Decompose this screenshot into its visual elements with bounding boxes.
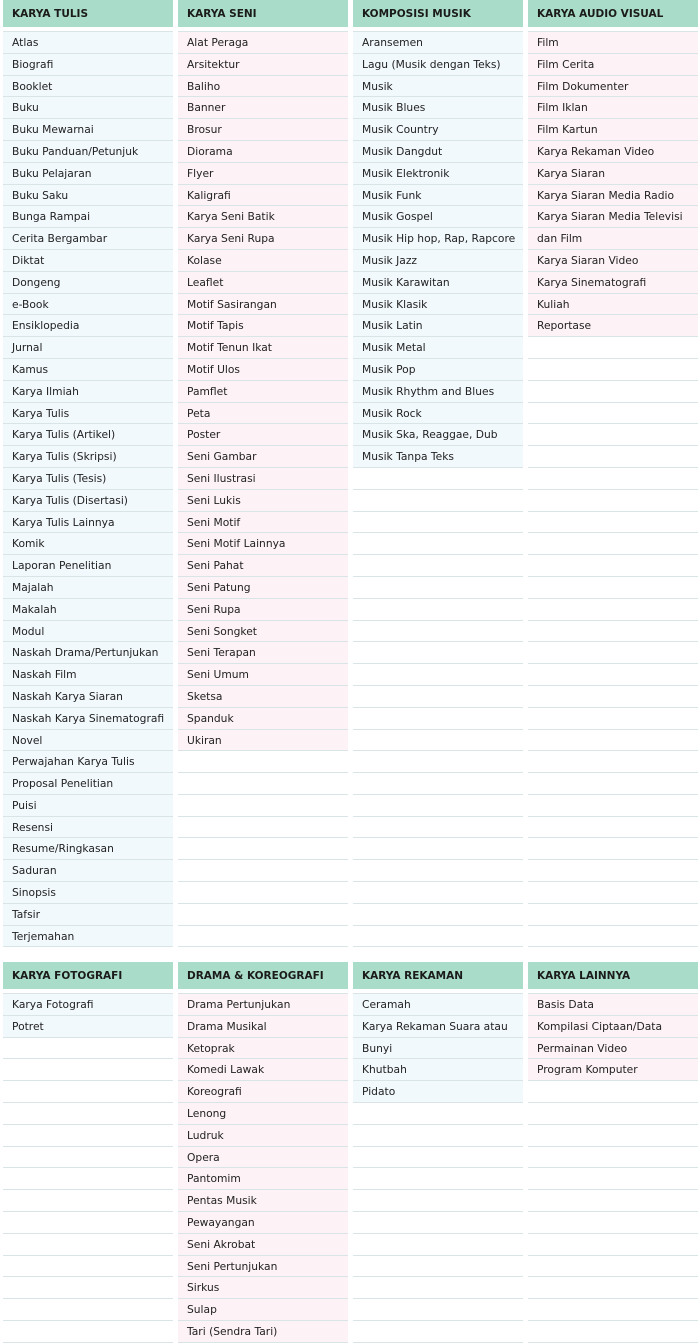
empty-row <box>3 1321 173 1343</box>
list-item: Musik <box>353 76 523 98</box>
list-item: Terjemahan <box>3 926 173 948</box>
list-item: Baliho <box>178 76 348 98</box>
list-item: Diorama <box>178 141 348 163</box>
list-item: dan Film <box>528 228 698 250</box>
list-item: Karya Sinematografi <box>528 272 698 294</box>
list-item: e-Book <box>3 294 173 316</box>
empty-row <box>3 1277 173 1299</box>
list-item: Karya Tulis (Artikel) <box>3 424 173 446</box>
empty-row <box>3 1125 173 1147</box>
list-item: Novel <box>3 730 173 752</box>
empty-row <box>353 1256 523 1278</box>
list-item: Film Cerita <box>528 54 698 76</box>
empty-row <box>353 882 523 904</box>
category-column-karya-rekaman <box>353 962 523 1343</box>
category-list <box>528 993 698 1343</box>
list-item: Reportase <box>528 315 698 337</box>
list-item: Potret <box>3 1016 173 1038</box>
list-item: Saduran <box>3 860 173 882</box>
list-item: Seni Motif <box>178 512 348 534</box>
empty-row <box>528 1277 698 1299</box>
empty-row <box>528 1103 698 1125</box>
list-item: Kompilasi Ciptaan/Data <box>528 1016 698 1038</box>
empty-row <box>178 904 348 926</box>
empty-row <box>353 1234 523 1256</box>
empty-row <box>353 512 523 534</box>
list-item: Arsitektur <box>178 54 348 76</box>
empty-row <box>353 1125 523 1147</box>
list-item: Musik Tanpa Teks <box>353 446 523 468</box>
empty-row <box>528 730 698 752</box>
list-item: Naskah Karya Siaran <box>3 686 173 708</box>
list-item: Seni Rupa <box>178 599 348 621</box>
category-header: KARYA AUDIO VISUAL <box>528 0 698 27</box>
category-header: KOMPOSISI MUSIK <box>353 0 523 27</box>
empty-row <box>353 751 523 773</box>
category-header: KARYA SENI <box>178 0 348 27</box>
list-item: Tafsir <box>3 904 173 926</box>
empty-row <box>353 1212 523 1234</box>
list-item: Kuliah <box>528 294 698 316</box>
empty-row <box>178 860 348 882</box>
empty-row <box>528 1212 698 1234</box>
list-item: Naskah Film <box>3 664 173 686</box>
list-item: Peta <box>178 403 348 425</box>
list-item: Karya Siaran <box>528 163 698 185</box>
list-item: Seni Terapan <box>178 642 348 664</box>
list-item: Karya Rekaman Video <box>528 141 698 163</box>
empty-row <box>178 926 348 948</box>
empty-row <box>528 446 698 468</box>
list-item: Komik <box>3 533 173 555</box>
list-item: Karya Tulis <box>3 403 173 425</box>
empty-row <box>528 599 698 621</box>
list-item: Seni Motif Lainnya <box>178 533 348 555</box>
empty-row <box>3 1234 173 1256</box>
list-item: Motif Tenun Ikat <box>178 337 348 359</box>
list-item: Pentas Musik <box>178 1190 348 1212</box>
empty-row <box>3 1190 173 1212</box>
list-item: Buku Mewarnai <box>3 119 173 141</box>
list-item: Tari (Sendra Tari) <box>178 1321 348 1343</box>
empty-row <box>3 1168 173 1190</box>
list-item: Karya Ilmiah <box>3 381 173 403</box>
empty-row <box>528 904 698 926</box>
list-item: Karya Tulis (Disertasi) <box>3 490 173 512</box>
empty-row <box>353 1321 523 1343</box>
empty-row <box>353 490 523 512</box>
empty-row <box>353 599 523 621</box>
empty-row <box>353 1147 523 1169</box>
list-item: Musik Country <box>353 119 523 141</box>
list-item: Seni Umum <box>178 664 348 686</box>
category-column-karya-audio-visual <box>528 0 698 947</box>
list-item: Karya Fotografi <box>3 994 173 1016</box>
list-item: Banner <box>178 97 348 119</box>
list-item: Karya Siaran Media Radio <box>528 185 698 207</box>
list-item: Musik Hip hop, Rap, Rapcore <box>353 228 523 250</box>
list-item: Modul <box>3 621 173 643</box>
list-item: Naskah Karya Sinematografi <box>3 708 173 730</box>
empty-row <box>353 621 523 643</box>
empty-row <box>3 1059 173 1081</box>
empty-row <box>528 882 698 904</box>
empty-row <box>353 795 523 817</box>
empty-row <box>528 1256 698 1278</box>
list-item: Seni Songket <box>178 621 348 643</box>
empty-row <box>528 1081 698 1103</box>
empty-row <box>353 926 523 948</box>
list-item: Lenong <box>178 1103 348 1125</box>
category-column-komposisi-musik <box>353 0 523 947</box>
empty-row <box>528 490 698 512</box>
list-item: Opera <box>178 1147 348 1169</box>
list-item: Jurnal <box>3 337 173 359</box>
list-item: Sirkus <box>178 1277 348 1299</box>
empty-row <box>528 1147 698 1169</box>
list-item: Karya Tulis (Skripsi) <box>3 446 173 468</box>
empty-row <box>353 730 523 752</box>
list-item: Lagu (Musik dengan Teks) <box>353 54 523 76</box>
empty-row <box>353 860 523 882</box>
category-list <box>528 31 698 947</box>
category-list <box>178 31 348 947</box>
list-item: Ensiklopedia <box>3 315 173 337</box>
list-item: Musik Elektronik <box>353 163 523 185</box>
empty-row <box>178 773 348 795</box>
list-item: Seni Pertunjukan <box>178 1256 348 1278</box>
list-item: Dongeng <box>3 272 173 294</box>
empty-row <box>178 795 348 817</box>
empty-row <box>3 1299 173 1321</box>
list-item: Diktat <box>3 250 173 272</box>
empty-row <box>528 424 698 446</box>
empty-row <box>3 1256 173 1278</box>
empty-row <box>528 1168 698 1190</box>
list-item: Makalah <box>3 599 173 621</box>
list-item: Permainan Video <box>528 1038 698 1060</box>
category-list <box>3 993 173 1343</box>
empty-row <box>353 686 523 708</box>
empty-row <box>528 468 698 490</box>
list-item: Booklet <box>3 76 173 98</box>
list-item: Karya Tulis (Tesis) <box>3 468 173 490</box>
empty-row <box>3 1212 173 1234</box>
empty-row <box>528 621 698 643</box>
empty-row <box>178 751 348 773</box>
empty-row <box>3 1081 173 1103</box>
list-item: Musik Latin <box>353 315 523 337</box>
empty-row <box>528 381 698 403</box>
list-item: Laporan Penelitian <box>3 555 173 577</box>
list-item: Atlas <box>3 32 173 54</box>
empty-row <box>528 664 698 686</box>
list-item: Pantomim <box>178 1168 348 1190</box>
list-item: Karya Seni Rupa <box>178 228 348 250</box>
empty-row <box>528 359 698 381</box>
list-item: Resensi <box>3 817 173 839</box>
list-item: Film <box>528 32 698 54</box>
list-item: Film Kartun <box>528 119 698 141</box>
empty-row <box>528 860 698 882</box>
list-item: Sinopsis <box>3 882 173 904</box>
list-item: Puisi <box>3 795 173 817</box>
empty-row <box>528 555 698 577</box>
empty-row <box>178 817 348 839</box>
category-header: KARYA FOTOGRAFI <box>3 962 173 989</box>
list-item: Flyer <box>178 163 348 185</box>
list-item: Spanduk <box>178 708 348 730</box>
empty-row <box>528 817 698 839</box>
list-item: Musik Rock <box>353 403 523 425</box>
empty-row <box>3 1103 173 1125</box>
category-list <box>353 993 523 1343</box>
empty-row <box>353 817 523 839</box>
category-column-drama-koreografi <box>178 962 348 1343</box>
empty-row <box>353 904 523 926</box>
empty-row <box>353 642 523 664</box>
empty-row <box>353 577 523 599</box>
empty-row <box>528 1125 698 1147</box>
list-item: Bunyi <box>353 1038 523 1060</box>
list-item: Ceramah <box>353 994 523 1016</box>
empty-row <box>528 708 698 730</box>
empty-row <box>178 838 348 860</box>
empty-row <box>528 1321 698 1343</box>
list-item: Musik Ska, Reaggae, Dub <box>353 424 523 446</box>
list-item: Naskah Drama/Pertunjukan <box>3 642 173 664</box>
list-item: Musik Karawitan <box>353 272 523 294</box>
list-item: Majalah <box>3 577 173 599</box>
list-item: Pamflet <box>178 381 348 403</box>
list-item: Kolase <box>178 250 348 272</box>
list-item: Musik Jazz <box>353 250 523 272</box>
list-item: Film Iklan <box>528 97 698 119</box>
list-item: Seni Patung <box>178 577 348 599</box>
list-item: Karya Rekaman Suara atau <box>353 1016 523 1038</box>
list-item: Film Dokumenter <box>528 76 698 98</box>
list-item: Karya Seni Batik <box>178 206 348 228</box>
empty-row <box>528 512 698 534</box>
list-item: Resume/Ringkasan <box>3 838 173 860</box>
list-item: Ketoprak <box>178 1038 348 1060</box>
empty-row <box>528 751 698 773</box>
empty-row <box>3 1038 173 1060</box>
empty-row <box>528 838 698 860</box>
empty-row <box>528 577 698 599</box>
list-item: Musik Rhythm and Blues <box>353 381 523 403</box>
empty-row <box>353 708 523 730</box>
empty-row <box>353 773 523 795</box>
empty-row <box>353 1277 523 1299</box>
list-item: Drama Musikal <box>178 1016 348 1038</box>
list-item: Perwajahan Karya Tulis <box>3 751 173 773</box>
list-item: Musik Gospel <box>353 206 523 228</box>
list-item: Buku Saku <box>3 185 173 207</box>
list-item: Aransemen <box>353 32 523 54</box>
list-item: Basis Data <box>528 994 698 1016</box>
empty-row <box>353 468 523 490</box>
empty-row <box>353 838 523 860</box>
empty-row <box>528 1234 698 1256</box>
list-item: Buku Panduan/Petunjuk <box>3 141 173 163</box>
list-item: Buku <box>3 97 173 119</box>
empty-row <box>353 1299 523 1321</box>
category-column-karya-fotografi <box>3 962 173 1343</box>
category-column-karya-seni <box>178 0 348 947</box>
empty-row <box>528 337 698 359</box>
empty-row <box>528 403 698 425</box>
list-item: Ludruk <box>178 1125 348 1147</box>
list-item: Proposal Penelitian <box>3 773 173 795</box>
empty-row <box>528 926 698 948</box>
list-item: Sulap <box>178 1299 348 1321</box>
empty-row <box>528 1299 698 1321</box>
list-item: Seni Gambar <box>178 446 348 468</box>
category-header: KARYA REKAMAN <box>353 962 523 989</box>
list-item: Musik Funk <box>353 185 523 207</box>
category-list <box>3 31 173 947</box>
list-item: Leaflet <box>178 272 348 294</box>
list-item: Biografi <box>3 54 173 76</box>
list-item: Musik Metal <box>353 337 523 359</box>
category-column-karya-tulis <box>3 0 173 947</box>
list-item: Ukiran <box>178 730 348 752</box>
list-item: Cerita Bergambar <box>3 228 173 250</box>
list-item: Buku Pelajaran <box>3 163 173 185</box>
list-item: Seni Pahat <box>178 555 348 577</box>
list-item: Musik Blues <box>353 97 523 119</box>
empty-row <box>353 555 523 577</box>
list-item: Brosur <box>178 119 348 141</box>
empty-row <box>528 533 698 555</box>
list-item: Pidato <box>353 1081 523 1103</box>
list-item: Program Komputer <box>528 1059 698 1081</box>
empty-row <box>353 1168 523 1190</box>
list-item: Drama Pertunjukan <box>178 994 348 1016</box>
empty-row <box>353 1103 523 1125</box>
empty-row <box>528 642 698 664</box>
list-item: Seni Akrobat <box>178 1234 348 1256</box>
category-list <box>178 993 348 1343</box>
list-item: Kaligrafi <box>178 185 348 207</box>
empty-row <box>178 882 348 904</box>
list-item: Sketsa <box>178 686 348 708</box>
list-item: Koreografi <box>178 1081 348 1103</box>
category-header: KARYA TULIS <box>3 0 173 27</box>
list-item: Alat Peraga <box>178 32 348 54</box>
category-list <box>353 31 523 947</box>
empty-row <box>528 773 698 795</box>
list-item: Motif Tapis <box>178 315 348 337</box>
list-item: Musik Pop <box>353 359 523 381</box>
list-item: Komedi Lawak <box>178 1059 348 1081</box>
list-item: Pewayangan <box>178 1212 348 1234</box>
list-item: Seni Ilustrasi <box>178 468 348 490</box>
empty-row <box>528 795 698 817</box>
list-item: Seni Lukis <box>178 490 348 512</box>
empty-row <box>3 1147 173 1169</box>
list-item: Khutbah <box>353 1059 523 1081</box>
list-item: Motif Sasirangan <box>178 294 348 316</box>
list-item: Musik Dangdut <box>353 141 523 163</box>
category-header: KARYA LAINNYA <box>528 962 698 989</box>
empty-row <box>353 533 523 555</box>
list-item: Karya Siaran Media Televisi <box>528 206 698 228</box>
empty-row <box>353 664 523 686</box>
category-column-karya-lainnya <box>528 962 698 1343</box>
empty-row <box>528 686 698 708</box>
empty-row <box>353 1190 523 1212</box>
list-item: Motif Ulos <box>178 359 348 381</box>
list-item: Karya Siaran Video <box>528 250 698 272</box>
empty-row <box>528 1190 698 1212</box>
list-item: Musik Klasik <box>353 294 523 316</box>
list-item: Karya Tulis Lainnya <box>3 512 173 534</box>
list-item: Bunga Rampai <box>3 206 173 228</box>
list-item: Kamus <box>3 359 173 381</box>
category-header: DRAMA & KOREOGRAFI <box>178 962 348 989</box>
list-item: Poster <box>178 424 348 446</box>
